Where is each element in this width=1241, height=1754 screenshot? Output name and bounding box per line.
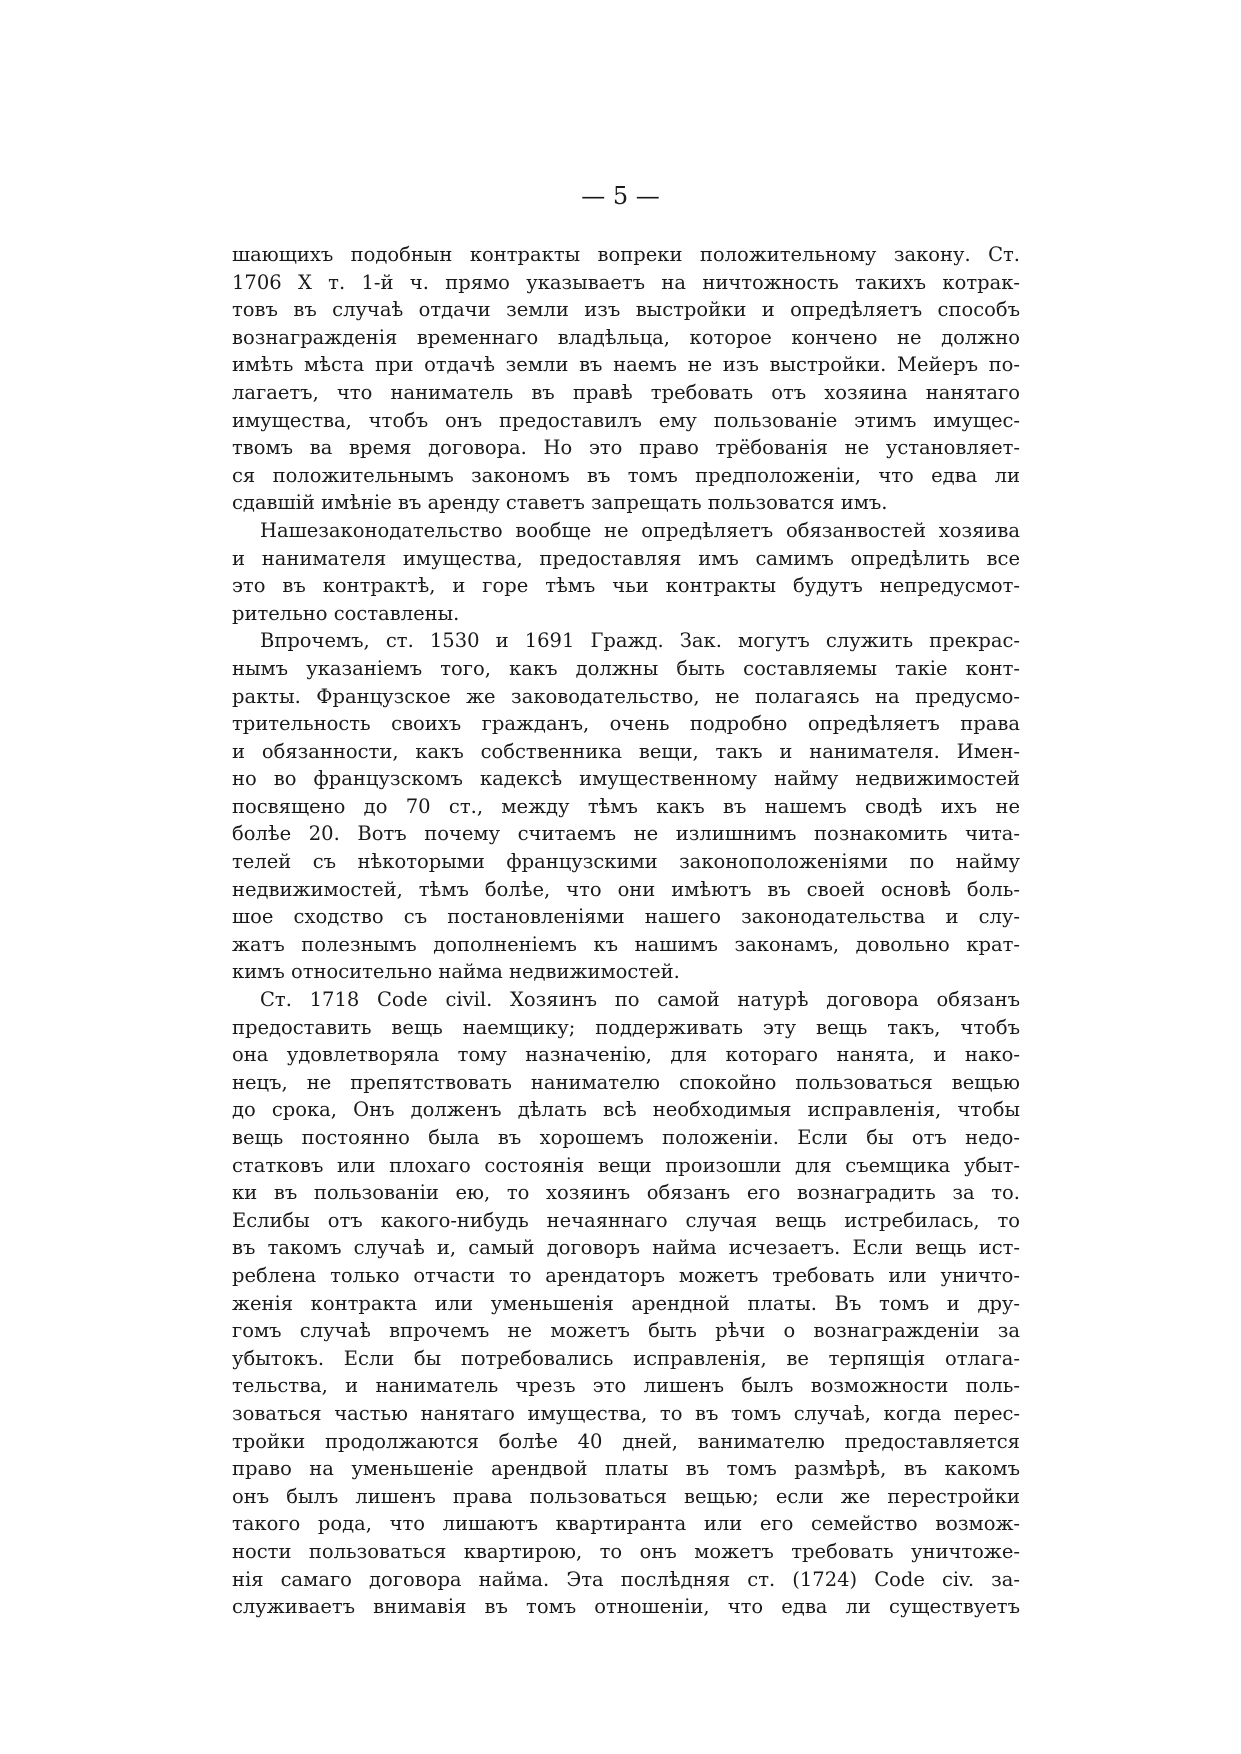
text-line: статковъ или плохаго состоянія вещи произошли для съемщика убыт-	[232, 1153, 1020, 1177]
text-line: женія контракта или уменьшенія арендной платы. Въ томъ и дру-	[232, 1291, 1020, 1315]
text-line: гомъ случаѣ впрочемъ не можетъ быть рѣчи о вознагражденіи за	[232, 1319, 1020, 1343]
text-line: вознагражденія временнаго владѣльца, которое кончено не должно	[232, 325, 1020, 349]
text-line: и нанимателя имущества, предоставляя имъ самимъ опредѣлить все	[232, 546, 1020, 570]
text-line: нія самаго договора найма. Эта послѣдняя ст. (1724) Code civ. за-	[232, 1567, 1020, 1591]
text-line: предоставить вещь наемщику; поддерживать эту вещь такъ, чтобъ	[232, 1015, 1020, 1039]
text-line: ки въ пользованіи ею, то хозяинъ обязанъ его вознаградить за то.	[232, 1181, 1020, 1205]
text-line: ся положительнымъ закономъ въ томъ предположеніи, что едва ли	[232, 463, 1020, 487]
paragraph	[232, 986, 1020, 1621]
body-text	[232, 241, 1020, 1621]
text-line: въ такомъ случаѣ и, самый договоръ найма исчезаетъ. Если вещь ист-	[232, 1236, 1020, 1260]
text-line: она удовлетворяла тому назначенію, для котораго нанята, и нако-	[232, 1043, 1020, 1067]
text-line: 1706 X т. 1-й ч. прямо указываетъ на ничтожность такихъ котрак-	[232, 270, 1020, 294]
paragraph	[232, 241, 1020, 517]
text-line: тройки продолжаются болѣе 40 дней, ванимателю предоставляется	[232, 1429, 1020, 1453]
text-line: тельства, и наниматель чрезъ это лишенъ былъ возможности поль-	[232, 1374, 1020, 1398]
text-line: нымъ указаніемъ того, какъ должны быть составляемы такіе конт-	[232, 656, 1020, 680]
text-line: имущества, чтобъ онъ предоставилъ ему пользованіе этимъ имущес-	[232, 408, 1020, 432]
text-line: Ст. 1718 Code civil. Хозяинъ по самой натурѣ договора обязанъ	[260, 988, 1020, 1012]
text-line: шое сходство съ постановленіями нашего законодательства и слу-	[232, 905, 1020, 929]
page-number: — 5 —	[581, 182, 660, 210]
text-line: имѣть мѣста при отдачѣ земли въ наемъ не изъ выстройки. Мейеръ по-	[232, 353, 1020, 377]
text-line: онъ былъ лишенъ права пользоваться вещью; если же перестройки	[232, 1484, 1020, 1508]
paragraph	[232, 627, 1020, 986]
text-line: трительность своихъ гражданъ, очень подробно опредѣляетъ права	[232, 712, 1020, 736]
text-line: и обязанности, какъ собственника вещи, такъ и нанимателя. Имен-	[232, 739, 1020, 763]
text-line: посвящено до 70 ст., между тѣмъ какъ въ нашемъ сводѣ ихъ не	[232, 794, 1020, 818]
text-line: твомъ ва время договора. Но это право трёбованія не установляет-	[232, 436, 1020, 460]
text-line: лагаетъ, что наниматель въ правѣ требовать отъ хозяина нанятаго	[232, 380, 1020, 404]
text-line: до срока, Онъ долженъ дѣлать всѣ необходимыя исправленія, чтобы	[232, 1098, 1020, 1122]
text-line: Впрочемъ, ст. 1530 и 1691 Гражд. Зак. могутъ служить прекрас-	[260, 629, 1020, 653]
text-line: это въ контрактѣ, и горе тѣмъ чьи контракты будутъ непредусмот-	[232, 574, 1020, 598]
text-line: нецъ, не препятствовать нанимателю спокойно пользоваться вещью	[232, 1070, 1020, 1094]
paragraph	[232, 517, 1020, 627]
text-line: телей съ нѣкоторыми французскими законоположеніями по найму	[232, 850, 1020, 874]
text-line: служиваетъ внимавія въ томъ отношеніи, что едва ли существуетъ	[232, 1595, 1020, 1619]
text-line: кимъ относительно найма недвижимостей.	[232, 960, 680, 984]
text-line: Нашезаконодательство вообще не опредѣляетъ обязанвостей хозяива	[260, 518, 1020, 542]
text-line: ракты. Французское же заководательство, не полагаясь на предусмо-	[232, 684, 1020, 708]
text-line: сдавшій имѣніе въ аренду ставетъ запрещать пользоватся имъ.	[232, 491, 888, 515]
text-line: болѣе 20. Вотъ почему считаемъ не излишнимъ познакомить чита-	[232, 822, 1020, 846]
text-line: зоваться частью нанятаго имущества, то въ томъ случаѣ, когда перес-	[232, 1401, 1020, 1425]
text-line: но во французскомъ кадексѣ имущественному найму недвижимостей	[232, 767, 1020, 791]
text-line: право на уменьшеніе арендвой платы въ томъ размѣрѣ, въ какомъ	[232, 1457, 1020, 1481]
text-line: такого рода, что лишаютъ квартиранта или его семейство возмож-	[232, 1512, 1020, 1536]
text-line: шающихъ подобнын контракты вопреки положительному закону. Ст.	[232, 243, 1020, 266]
text-line: ности пользоваться квартирою, то онъ можетъ требовать уничтоже-	[232, 1539, 1020, 1563]
text-line: Еслибы отъ какого-нибудь нечаяннаго случая вещь истребилась, то	[232, 1208, 1020, 1232]
text-line: жатъ полезнымъ дополненіемъ къ нашимъ законамъ, довольно крат-	[232, 932, 1020, 956]
text-line: убытокъ. Если бы потребовались исправленія, ве терпящія отлага-	[232, 1346, 1020, 1370]
text-line: реблена только отчасти то арендаторъ можетъ требовать или уничто-	[232, 1263, 1020, 1287]
text-line: вещь постоянно была въ хорошемъ положеніи. Если бы отъ недо-	[232, 1126, 1020, 1149]
text-line: недвижимостей, тѣмъ болѣе, что они имѣютъ въ своей основѣ боль-	[232, 877, 1020, 901]
text-line: товъ въ случаѣ отдачи земли изъ выстройки и опредѣляетъ способъ	[232, 298, 1020, 322]
text-line: рительно составлены.	[232, 601, 460, 625]
